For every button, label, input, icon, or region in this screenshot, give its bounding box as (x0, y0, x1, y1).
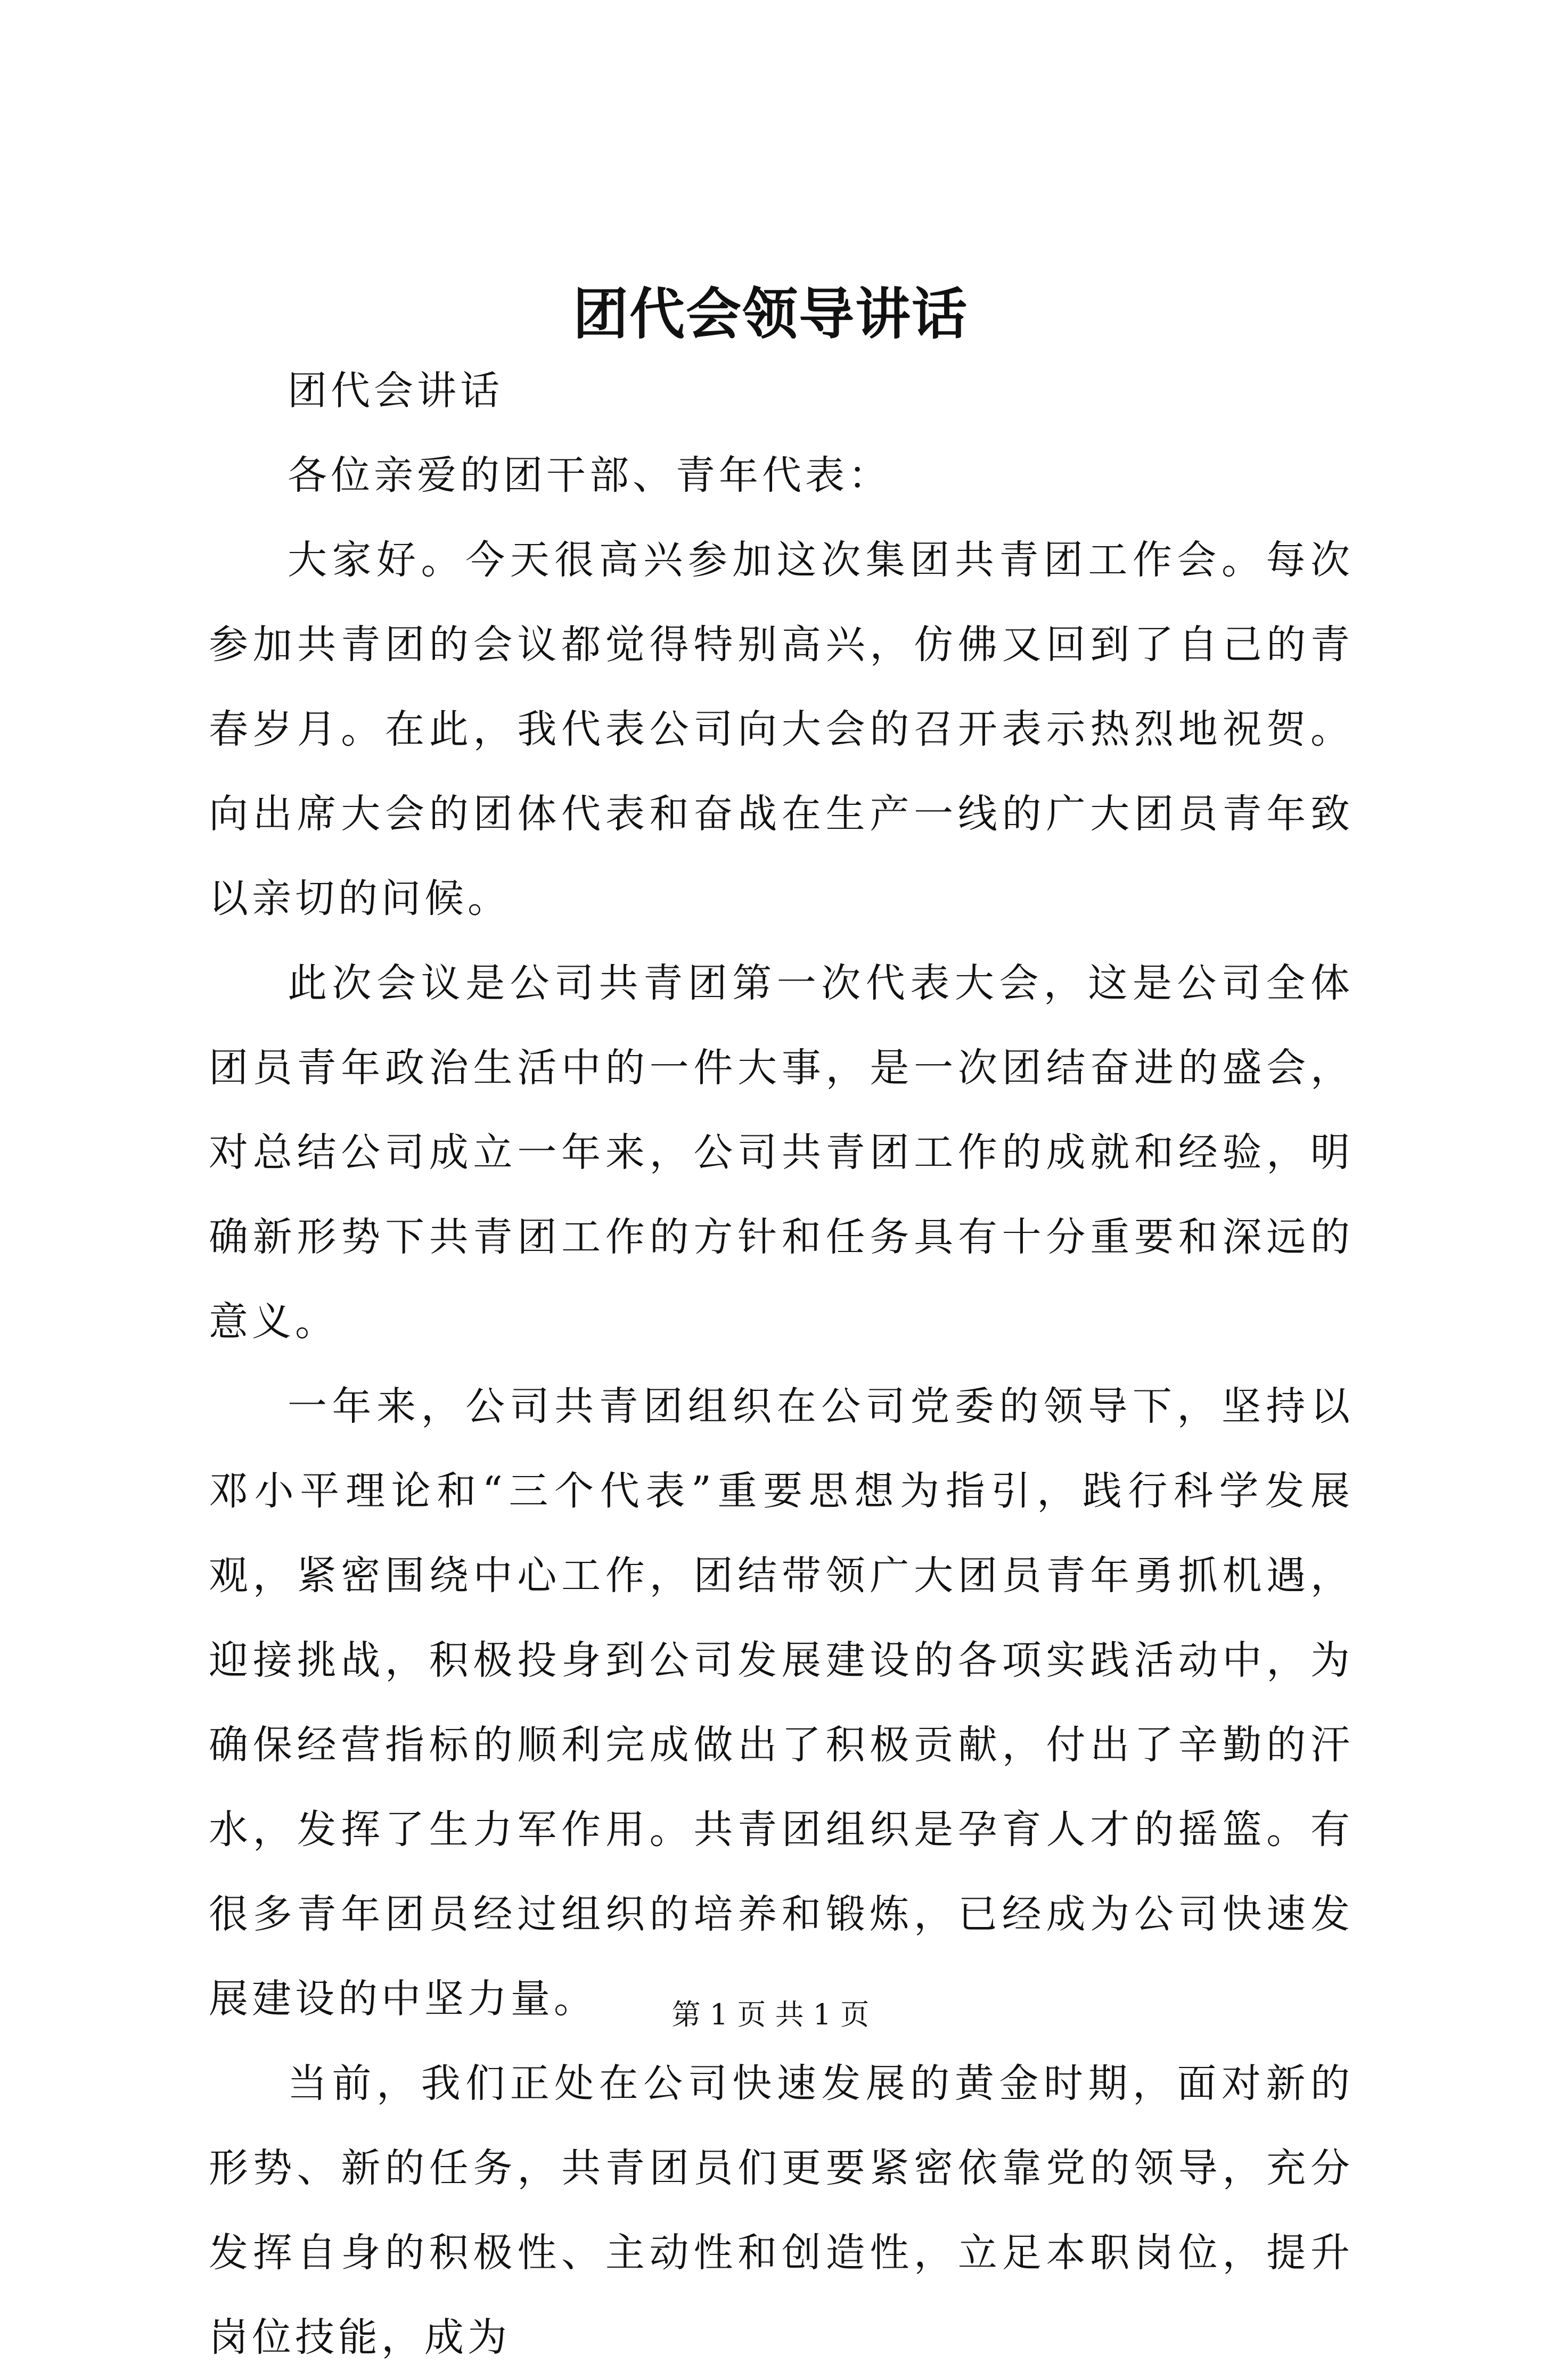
paragraph-current-situation: 当前，我们正处在公司快速发展的黄金时期，面对新的形势、新的任务，共青团员们更要紧密依靠党的领导，充分发挥自身的积极性、主动性和创造性，立足本职岗位，提升岗位技能，成为 (209, 2061, 1354, 2360)
document-body (209, 349, 1354, 2380)
paragraph-meeting-significance: 此次会议是公司共青团第一次代表大会，这是公司全体团员青年政治生活中的一件大事，是一次团结奋进的盛会，对总结公司成立一年来，公司共青团工作的成就和经验，明确新形势下共青团工作的方针和任务具有十分重要和深远的意义。 (209, 960, 1354, 1345)
paragraph-greeting: 大家好。今天很高兴参加这次集团共青团工作会。每次参加共青团的会议都觉得特别高兴，仿佛又回到了自己的青春岁月。在此，我代表公司向大会的召开表示热烈地祝贺。向出席大会的团体代表和奋战在生产一线的广大团员青年致以亲切的问候。 (209, 537, 1354, 921)
document-title: 团代会领导讲话 (572, 281, 968, 347)
paragraph-heading: 团代会讲话 (288, 368, 503, 414)
paragraph-salutation: 各位亲爱的团干部、青年代表： (288, 452, 891, 498)
page-footer: 第 1 页 共 1 页 (671, 1998, 870, 2031)
paragraph-year-review: 一年来，公司共青团组织在公司党委的领导下，坚持以邓小平理论和“三个代表”重要思想为指引，践行科学发展观，紧密围绕中心工作，团结带领广大团员青年勇抓机遇，迎接挑战，积极投身到公司发展建设的各项实践活动中，为确保经营指标的顺利完成做出了积极贡献，付出了辛勤的汗水，发挥了生力军作用。共青团组织是孕育人才的摇篮。有很多青年团员经过组织的培养和锻炼，已经成为公司快速发展建设的中坚力量。 (209, 1383, 1354, 2022)
